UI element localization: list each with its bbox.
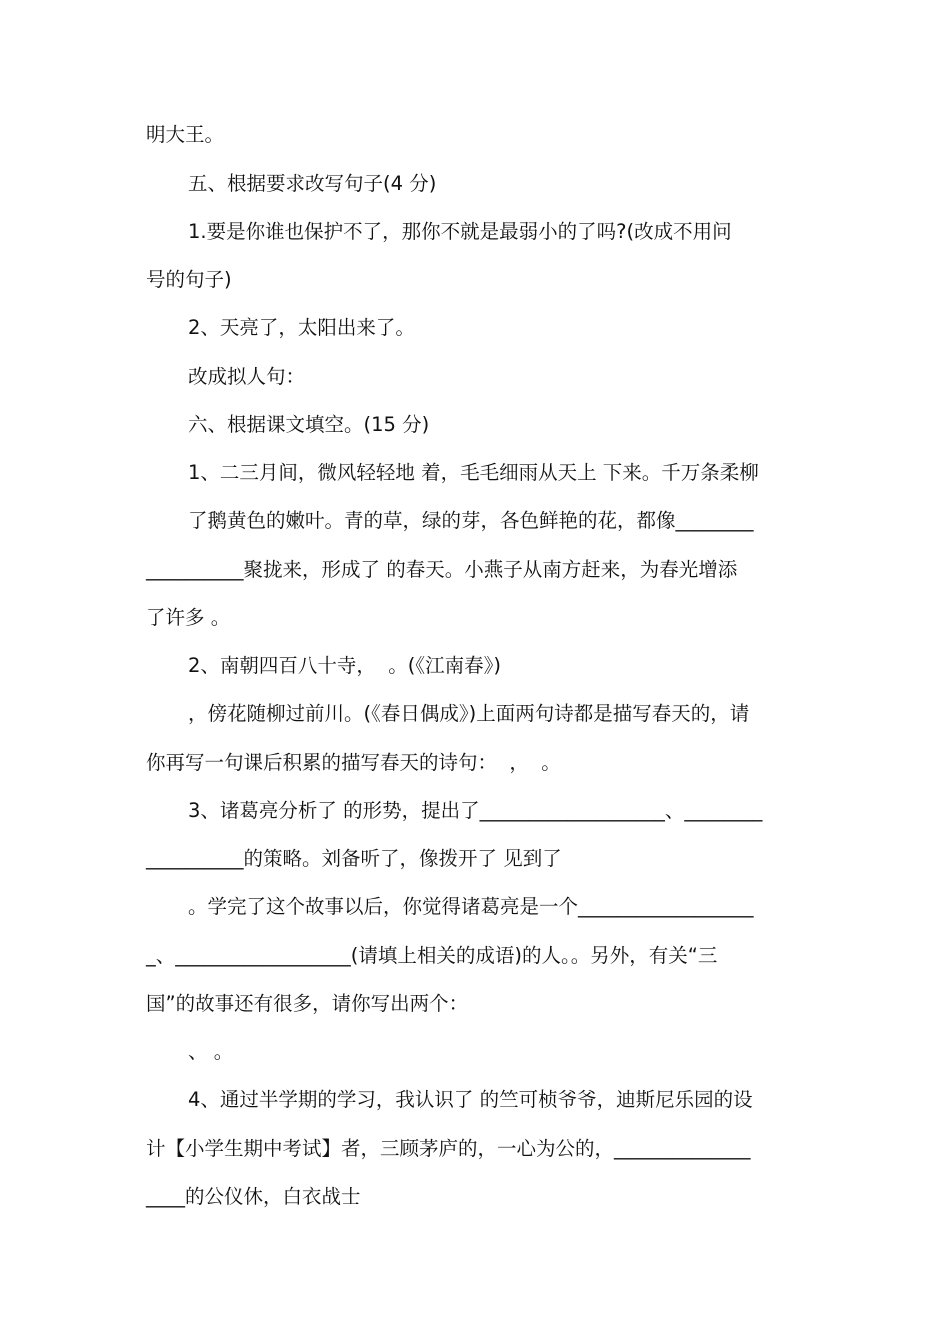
text-line: 改成拟人句： <box>188 365 306 388</box>
text-line: 、 。 <box>188 1040 234 1063</box>
text-line: 2、天亮了，太阳出来了。 <box>188 316 415 339</box>
text-line: __________聚拢来，形成了 的春天。小燕子从南方赶来，为春光增添 <box>146 558 738 581</box>
text-line: ____的公仪休，白衣战士 <box>146 1185 361 1208</box>
text-line: 你再写一句课后积累的描写春天的诗句： ， 。 <box>146 751 561 774</box>
text-line: 1.要是你谁也保护不了，那你不就是最弱小的了吗?(改成不用问 <box>188 220 732 243</box>
text-line: 国”的故事还有很多，请你写出两个： <box>146 992 469 1015</box>
text-line: ，傍花随柳过前川。(《春日偶成》)上面两句诗都是描写春天的，请 <box>188 702 750 725</box>
text-line: 了许多 。 <box>146 606 231 629</box>
text-line: 1、二三月间，微风轻轻地 着，毛毛细雨从天上 下来。千万条柔柳 <box>188 461 759 484</box>
text-line: 2、南朝四百八十寺， 。(《江南春》) <box>188 654 502 677</box>
text-line: 了鹅黄色的嫩叶。青的草，绿的芽，各色鲜艳的花，都像________ <box>188 509 754 532</box>
text-line: 3、诸葛亮分析了 的形势，提出了___________________、________ <box>188 799 763 822</box>
text-line: 明大王。 <box>146 123 225 146</box>
text-line: 4、通过半学期的学习，我认识了 的竺可桢爷爷，迪斯尼乐园的设 <box>188 1088 753 1111</box>
text-line: 号的句子) <box>146 268 232 291</box>
text-line: __________的策略。刘备听了，像拨开了 见到了 <box>146 847 562 870</box>
text-line: 计【小学生期中考试】者，三顾茅庐的，一心为公的，______________ <box>146 1137 751 1160</box>
section-heading-5: 五、根据要求改写句子(4 分) <box>188 172 437 195</box>
text-line: _、__________________(请填上相关的成语)的人。。另外，有关“三 <box>146 944 718 967</box>
section-heading-6: 六、根据课文填空。(15 分) <box>188 413 430 436</box>
text-line: 。学完了这个故事以后，你觉得诸葛亮是一个__________________ <box>188 895 754 918</box>
